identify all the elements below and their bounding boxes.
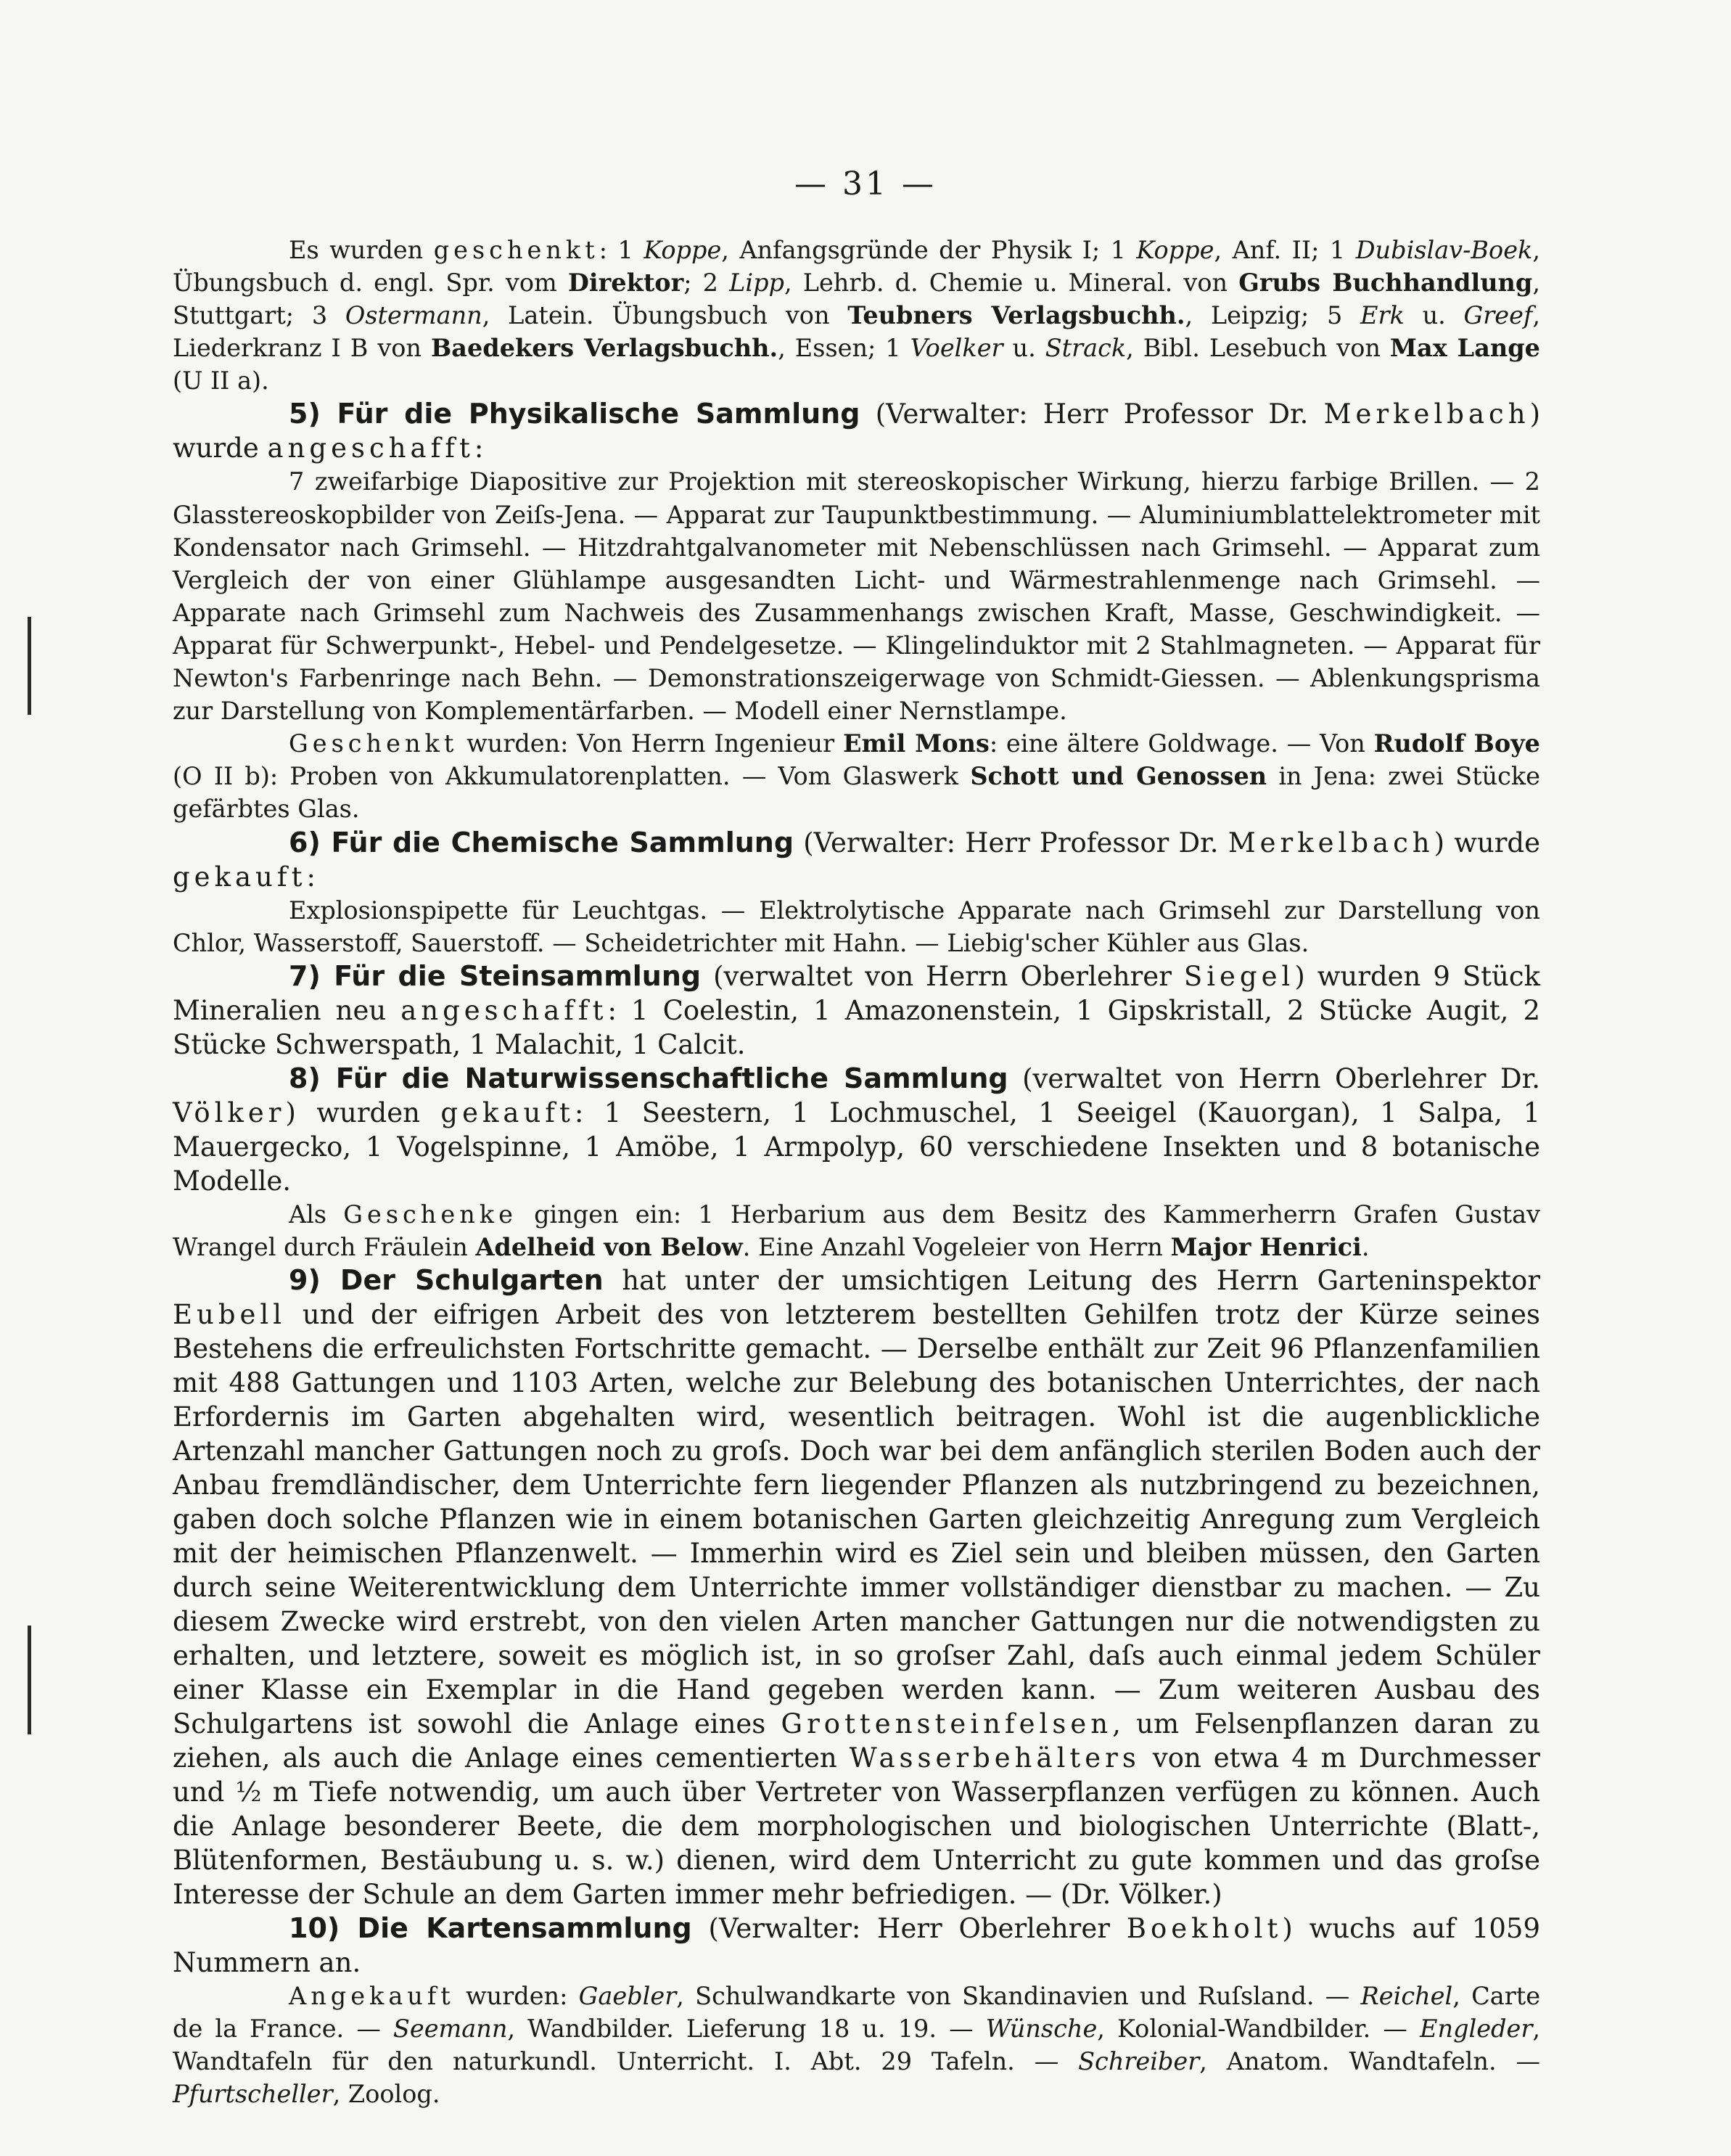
text-segment: : eine ältere Goldwage. — Von <box>989 729 1374 758</box>
text-segment: (O II b): Proben von Akkumulatorenplatten. — Vom Glaswerk <box>173 762 971 791</box>
text-segment: von etwa 4 m Durchmesser und ½ m Tiefe notwendig, um auch über Vertreter von Wasserpflanzen verfügen zu können. Auch die Anlage besonderer Beete, die dem morphologischen und biologischen Unterrichte (Blatt-, Blütenformen, Bestäubung u. s. w.) dienen, wird dem Unterricht zu gute kommen und das groſse Interesse der Schule an dem Garten immer mehr befriedigen. — (Dr. Völker.) <box>173 1742 1540 1910</box>
text-segment: Dubislav-Boek <box>1355 236 1533 264</box>
text-segment: Wasserbehälters <box>849 1742 1140 1774</box>
text-segment: Max Lange <box>1389 334 1540 363</box>
text-segment: (verwaltet von Herrn Oberlehrer Dr. <box>1008 1062 1541 1094</box>
text-segment: : <box>306 861 316 893</box>
text-segment: Engleder <box>1420 2014 1533 2043</box>
text-segment: wurden: Von Herrn Ingenieur <box>458 729 843 758</box>
text-segment: , Wandtafeln für den naturkundl. Unterricht. I. Abt. 29 Tafeln. — <box>173 2014 1541 2076</box>
section-heading-text: 5) Für die Physikalische Sammlung <box>289 398 860 430</box>
text-segment: Lipp <box>729 269 784 298</box>
text-segment: : 1 Coelestin, 1 Amazonenstein, 1 Gipskristall, 2 Stücke Augit, 2 Stücke Schwerspath, 1 Malachit, 1 Calcit. <box>173 994 1540 1060</box>
text-segment: (U II a). <box>173 366 269 395</box>
section-heading-chemistry <box>173 826 1540 894</box>
paragraph <box>173 234 1540 397</box>
text-segment: gekauft <box>440 1097 575 1128</box>
text-segment: Schreiber <box>1078 2047 1200 2076</box>
text-segment: Greef <box>1463 301 1533 330</box>
text-segment: Es wurden <box>289 236 434 264</box>
body-text <box>173 234 1540 2110</box>
text-segment: , Stuttgart; 3 <box>173 269 1540 330</box>
text-segment: ) wurden 9 Stück Mineralien neu <box>173 960 1541 1026</box>
text-segment: Koppe <box>644 236 722 264</box>
text-segment: . <box>1361 1232 1370 1261</box>
text-segment: , um Felsenpflanzen daran zu ziehen, als auch die Anlage eines cementierten <box>173 1708 1540 1774</box>
text-segment: Ostermann <box>345 301 482 330</box>
text-segment: Völker <box>173 1097 286 1128</box>
text-segment: , Essen; 1 <box>778 334 910 363</box>
scan-mark-bottom <box>28 1626 31 1734</box>
text-segment: ) wurden <box>285 1097 441 1128</box>
text-segment: Als <box>289 1200 344 1229</box>
text-segment: Seemann <box>392 2014 508 2043</box>
text-segment: Geschenkt <box>289 729 459 758</box>
section-heading-natural-science <box>173 1062 1540 1198</box>
section-heading-text: 10) Die Kartensammlung <box>289 1911 692 1944</box>
text-segment: Voelker <box>910 334 1003 363</box>
text-segment: Adelheid von Below <box>475 1232 743 1261</box>
text-segment: Erk <box>1360 301 1405 330</box>
text-segment: Geschenke <box>343 1200 517 1229</box>
text-segment: , Lehrb. d. Chemie u. Mineral. von <box>784 269 1239 298</box>
text-segment: (Verwalter: Herr Oberlehrer <box>691 1912 1127 1944</box>
text-segment: in Jena: zwei Stücke gefärbtes Glas. <box>173 762 1541 824</box>
text-segment: u. <box>1404 301 1464 330</box>
section-heading-school-garden <box>173 1263 1540 1911</box>
text-segment: Strack <box>1045 334 1127 363</box>
text-segment: : <box>474 433 484 464</box>
text-segment: , Wandbilder. Lieferung 18 u. 19. — <box>507 2014 986 2043</box>
text-segment: Wünsche <box>985 2014 1098 2043</box>
paragraph <box>173 727 1540 825</box>
text-segment: , Bibl. Lesebuch von <box>1126 334 1390 363</box>
text-segment: , Kolonial-Wandbilder. — <box>1097 2014 1420 2043</box>
text-segment: Explosionspipette für Leuchtgas. — Elektrolytische Apparate nach Grimsehl zur Darstellung von Chlor, Wasserstoff, Sauerstoff. — Scheidetrichter mit Hahn. — Liebig'scher Kühler aus Glas. <box>173 895 1540 957</box>
section-heading-text: 7) Für die Steinsammlung <box>289 959 702 992</box>
section-heading-map-collection <box>173 1911 1540 1980</box>
text-segment: , Latein. Übungsbuch von <box>482 301 848 330</box>
text-segment: Grubs Buchhandlung <box>1238 269 1533 298</box>
section-heading-text: 6) Für die Chemische Sammlung <box>289 826 794 858</box>
text-segment: Eubell <box>173 1298 287 1330</box>
text-segment: und der eifrigen Arbeit des von letzterem bestellten Gehilfen trotz der Kürze seines Bestehens die erfreulichsten Fortschritte gemacht. — Derselbe enthält zur Zeit 96 Pflanzenfamilien mit 488 Gattungen und 1103 Arten, welche zur Belebung des botanischen Unterrichtes, der nach Erfordernis im Garten abgehalten wird, wesentlich beitragen. Wohl ist die augenblickliche Artenzahl mancher Gattungen noch zu groſs. Doch war bei dem anfänglich sterilen Boden auch der Anbau fremdländischer, dem Unterrichte fern liegender Pflanzen als nutzbringend zu bezeichnen, gaben doch solche Pflanzen wie in einem botanischen Garten gleichzeitig Anregung zum Vergleich mit der heimischen Pflanzenwelt. — Immerhin wird es Ziel sein und bleiben müssen, den Garten durch seine Weiterentwicklung dem Unterrichte immer vollständiger dienstbar zu machen. — Zu diesem Zwecke wird erstrebt, von den vielen Arten mancher Gattungen nur die notwendigsten zu erhalten, und letztere, soweit es möglich ist, in so groſser Zahl, daſs auch einmal jedem Schüler einer Klasse ein Exemplar in die Hand gegeben werden kann. — Zum weiteren Ausbau des Schulgartens ist sowohl die Anlage eines <box>173 1298 1540 1739</box>
section-heading-minerals <box>173 959 1540 1062</box>
paragraph <box>173 1198 1540 1263</box>
text-segment: Koppe <box>1136 236 1214 264</box>
text-segment: angeschafft <box>400 994 608 1026</box>
text-segment: , Carte de la France. — <box>173 1981 1541 2043</box>
text-segment: Merkelbach <box>1323 398 1530 430</box>
text-segment: ) wurde <box>173 398 1541 464</box>
text-segment: , Leipzig; 5 <box>1185 301 1361 330</box>
text-segment: geschenkt <box>433 236 599 264</box>
paragraph <box>173 465 1540 727</box>
text-segment: Siegel <box>1183 960 1295 992</box>
text-segment: Baedekers Verlagsbuchh. <box>430 334 778 363</box>
text-segment: , Zoolog. <box>332 2080 440 2109</box>
text-segment: (Verwalter: Herr Professor Dr. <box>794 827 1228 858</box>
text-segment: Boekholt <box>1126 1912 1283 1944</box>
text-segment: , Liederkranz I B von <box>173 301 1541 363</box>
section-heading-text: 9) Der Schulgarten <box>289 1263 604 1296</box>
text-segment: gingen ein: 1 Herbarium aus dem Besitz des Kammerherrn Grafen Gustav Wrangel durch Fräulein <box>173 1200 1540 1261</box>
text-segment: gekauft <box>173 861 307 893</box>
text-segment: : 1 <box>599 236 644 264</box>
section-heading-text: 8) Für die Naturwissenschaftliche Sammlung <box>289 1062 1008 1094</box>
section-heading-physics <box>173 397 1540 465</box>
text-segment: Merkelbach <box>1228 827 1434 858</box>
text-segment: : 1 Seestern, 1 Lochmuschel, 1 Seeigel (Kauorgan), 1 Salpa, 1 Mauergecko, 1 Vogelspinne, 1 Amöbe, 1 Armpolyp, 60 verschiedene Insekten und 8 botanische Modelle. <box>173 1097 1540 1197</box>
text-segment: Rudolf Boye <box>1373 729 1540 758</box>
text-segment: , Übungsbuch d. engl. Spr. vom <box>173 236 1540 298</box>
text-segment: Pfurtscheller <box>173 2080 333 2109</box>
text-segment: (Verwalter: Herr Professor Dr. <box>860 398 1324 430</box>
text-segment: Angekauft <box>289 1981 455 2010</box>
text-segment: Direktor <box>567 269 684 298</box>
text-segment: wurden: <box>454 1981 579 2010</box>
text-segment: (verwaltet von Herrn Oberlehrer <box>701 960 1184 992</box>
text-segment: ) wurde <box>1434 827 1541 858</box>
page-number: — 31 — <box>794 165 937 202</box>
text-segment: Schott und Genossen <box>970 762 1267 791</box>
paragraph <box>173 894 1540 959</box>
text-segment: , Anfangsgründe der Physik I; 1 <box>721 236 1137 264</box>
text-segment: Emil Mons <box>842 729 990 758</box>
text-segment: ; 2 <box>683 269 730 298</box>
text-segment: Teubners Verlagsbuchh. <box>847 301 1185 330</box>
paragraph <box>173 1980 1540 2110</box>
text-segment: . Eine Anzahl Vogeleier von Herrn <box>742 1232 1171 1261</box>
text-segment: angeschafft <box>267 433 474 464</box>
text-segment: 7 zweifarbige Diapositive zur Projektion mit stereoskopischer Wirkung, hierzu farbige Brillen. — 2 Glasstereoskopbilder von Zeiſs-Jena. — Apparat zur Taupunktbestimmung. — Aluminiumblattelektrometer mit Kondensator nach Grimsehl. — Hitzdrahtgalvanometer mit Nebenschlüssen nach Grimsehl. — Apparat zum Vergleich der von einer Glühlampe ausgesandten Licht- und Wärmestrahlenmenge nach Grimsehl. — Apparate nach Grimsehl zum Nachweis des Zusammenhangs zwischen Kraft, Masse, Geschwindigkeit. — Apparat für Schwerpunkt-, Hebel- und Pendelgesetze. — Klingelinduktor mit 2 Stahlmagneten. — Apparat für Newton's Farbenringe nach Behn. — Demonstrationszeigerwage von Schmidt-Giessen. — Ablenkungsprisma zur Darstellung von Komplementärfarben. — Modell einer Nernstlampe. <box>173 467 1540 726</box>
text-segment: , Schulwandkarte von Skandinavien und Ruſsland. — <box>676 1981 1361 2010</box>
text-segment: Gaebler <box>578 1981 677 2010</box>
text-segment: , Anf. II; 1 <box>1214 236 1356 264</box>
text-segment: ) wuchs auf 1059 Nummern an. <box>173 1912 1540 1978</box>
text-segment: hat unter der umsichtigen Leitung des Herrn Garteninspektor <box>603 1264 1541 1296</box>
text-segment: Reichel <box>1360 1981 1453 2010</box>
text-segment: Major Henrici <box>1170 1232 1362 1261</box>
text-segment: Grottensteinfelsen <box>781 1708 1113 1739</box>
text-segment: u. <box>1003 334 1045 363</box>
text-segment: , Anatom. Wandtafeln. — <box>1199 2047 1540 2076</box>
scan-mark-top <box>28 617 31 715</box>
